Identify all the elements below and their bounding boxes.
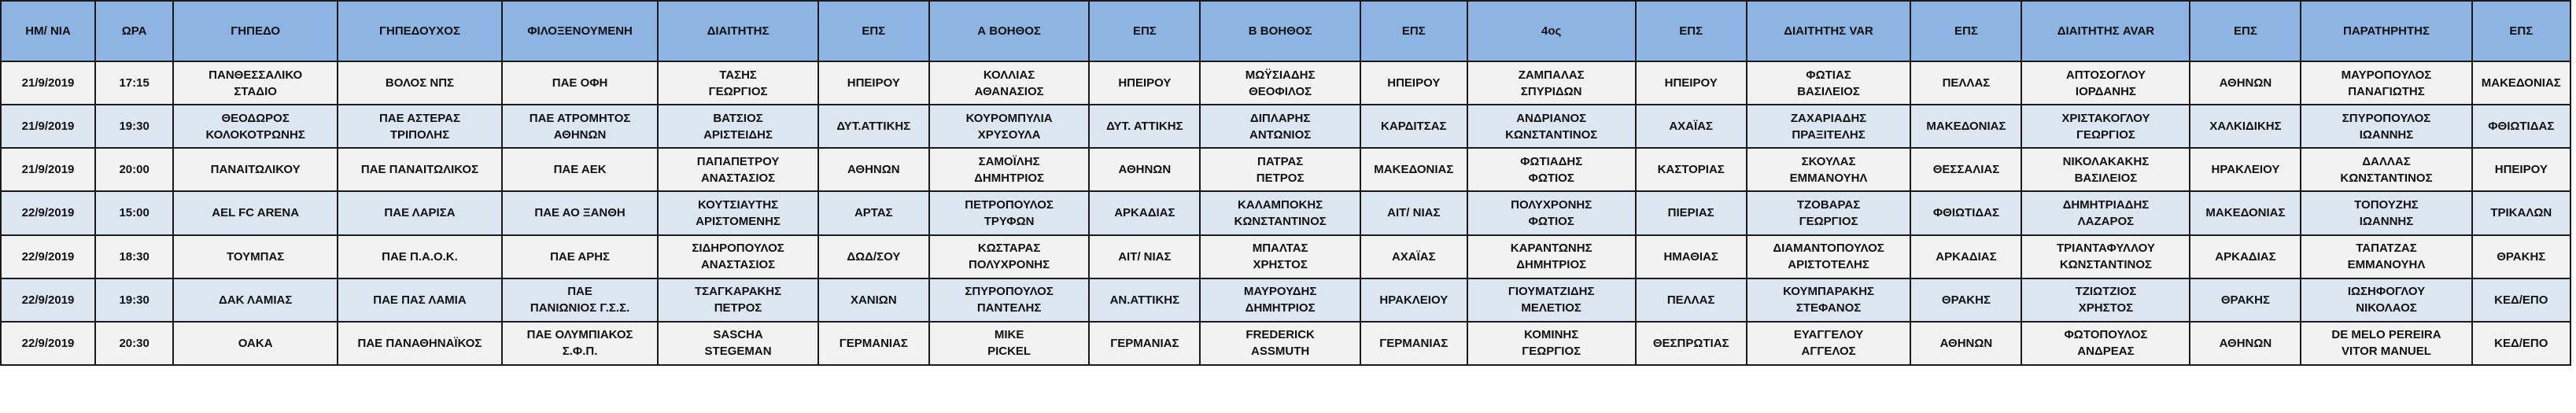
table-body	[1, 61, 2570, 365]
table-row	[1, 148, 2570, 191]
table-cell[interactable]: ΜΑΚΕΔΟΝΙΑΣ	[1360, 148, 1467, 191]
column-header: ΕΠΣ	[818, 1, 929, 61]
table-cell[interactable]: ΖΑΜΠΑΛΑΣ ΣΠΥΡΙΔΩΝ	[1467, 61, 1636, 105]
table-cell[interactable]: ΤΟΠΟΥΖΗΣ ΙΩΑΝΝΗΣ	[2301, 191, 2471, 234]
table-cell[interactable]: ΗΡΑΚΛΕΙΟΥ	[2190, 148, 2301, 191]
table-cell[interactable]: ΣΙΔΗΡΟΠΟΥΛΟΣ ΑΝΑΣΤΑΣΙΟΣ	[658, 235, 818, 278]
table-cell[interactable]: ΑΝ.ΑΤΤΙΚΗΣ	[1089, 278, 1200, 322]
table-cell[interactable]: ΦΩΤΙΑΔΗΣ ΦΩΤΙΟΣ	[1467, 148, 1636, 191]
table-cell[interactable]: ΚΟΜΙΝΗΣ ΓΕΩΡΓΙΟΣ	[1467, 322, 1636, 365]
table-cell[interactable]: ΠΕΤΡΟΠΟΥΛΟΣ ΤΡΥΦΩΝ	[929, 191, 1090, 234]
table-cell[interactable]: ΓΕΡΜΑΝΙΑΣ	[1089, 322, 1200, 365]
table-cell[interactable]: ΔΑΛΛΑΣ ΚΩΝΣΤΑΝΤΙΝΟΣ	[2301, 148, 2471, 191]
table-cell[interactable]: ΤΑΣΗΣ ΓΕΩΡΓΙΟΣ	[658, 61, 818, 105]
table-cell[interactable]: ΠΑΕ ΑΕΚ	[502, 148, 658, 191]
table-cell[interactable]: 21/9/2019	[1, 148, 95, 191]
table-cell[interactable]: ΑΙΤ/ ΝΙΑΣ	[1089, 235, 1200, 278]
table-cell[interactable]: ΠΑΕ ΑΟ ΞΑΝΘΗ	[502, 191, 658, 234]
table-header	[1, 1, 2570, 61]
table-cell[interactable]: ΑΡΤΑΣ	[818, 191, 929, 234]
table-cell[interactable]: ΑΘΗΝΩΝ	[818, 148, 929, 191]
table-cell[interactable]: ΤΣΑΓΚΑΡΑΚΗΣ ΠΕΤΡΟΣ	[658, 278, 818, 322]
table-cell[interactable]: MIKE PICKEL	[929, 322, 1090, 365]
table-cell[interactable]: ΜΠΑΛΤΑΣ ΧΡΗΣΤΟΣ	[1200, 235, 1360, 278]
table-cell[interactable]: 20:30	[95, 322, 173, 365]
table-cell[interactable]: ΠΑΕ ΑΡΗΣ	[502, 235, 658, 278]
table-cell[interactable]: 19:30	[95, 278, 173, 322]
table-cell[interactable]: ΔΙΑΜΑΝΤΟΠΟΥΛΟΣ ΑΡΙΣΤΟΤΕΛΗΣ	[1747, 235, 1911, 278]
table-cell[interactable]: ΠΑΕ ΠΑΝΙΩΝΙΟΣ Γ.Σ.Σ.	[502, 278, 658, 322]
header-row	[1, 1, 2570, 61]
table-cell[interactable]: ΗΠΕΙΡΟΥ	[1089, 61, 1200, 105]
column-header: ΕΠΣ	[1089, 1, 1200, 61]
table-cell[interactable]: DE MELO PEREIRA VITOR MANUEL	[2301, 322, 2471, 365]
table-cell[interactable]: SASCHA STEGEMAN	[658, 322, 818, 365]
table-cell[interactable]: ΚΑΡΑΝΤΩΝΗΣ ΔΗΜΗΤΡΙΟΣ	[1467, 235, 1636, 278]
table-cell[interactable]: ΠΑΝΘΕΣΣΑΛΙΚΟ ΣΤΑΔΙΟ	[173, 61, 338, 105]
table-cell[interactable]: 19:30	[95, 105, 173, 148]
table-cell[interactable]: ΑΡΚΑΔΙΑΣ	[1089, 191, 1200, 234]
table-row	[1, 235, 2570, 278]
table-cell[interactable]: ΑΧΑΪΑΣ	[1636, 105, 1747, 148]
table-cell[interactable]: ΚΟΥΜΠΑΡΑΚΗΣ ΣΤΕΦΑΝΟΣ	[1747, 278, 1911, 322]
table-cell[interactable]: ΦΩΤΟΠΟΥΛΟΣ ΑΝΔΡΕΑΣ	[2021, 322, 2190, 365]
column-header: ΔΙΑΙΤΗΤΗΣ	[658, 1, 818, 61]
table-cell[interactable]: ΠΑΠΑΠΕΤΡΟΥ ΑΝΑΣΤΑΣΙΟΣ	[658, 148, 818, 191]
table-row	[1, 278, 2570, 322]
column-header: ΕΠΣ	[2190, 1, 2301, 61]
table-row	[1, 191, 2570, 234]
table-cell[interactable]: 22/9/2019	[1, 191, 95, 234]
table-cell[interactable]: ΘΕΣΣΑΛΙΑΣ	[1910, 148, 2021, 191]
table-cell[interactable]: AEL FC ARENA	[173, 191, 338, 234]
table-cell[interactable]: 15:00	[95, 191, 173, 234]
table-cell[interactable]: ΔΥΤ.ΑΤΤΙΚΗΣ	[818, 105, 929, 148]
table-cell[interactable]: ΠΑΕ ΟΦΗ	[502, 61, 658, 105]
table-cell[interactable]: ΦΩΤΙΑΣ ΒΑΣΙΛΕΙΟΣ	[1747, 61, 1911, 105]
column-header: ΔΙΑΙΤΗΤΗΣ AVAR	[2021, 1, 2190, 61]
table-cell[interactable]: ΗΡΑΚΛΕΙΟΥ	[1360, 278, 1467, 322]
table-cell[interactable]: ΤΟΥΜΠΑΣ	[173, 235, 338, 278]
table-cell[interactable]: ΠΑΕ ΑΣΤΕΡΑΣ ΤΡΙΠΟΛΗΣ	[338, 105, 502, 148]
table-cell[interactable]: ΙΩΣΗΦΟΓΛΟΥ ΝΙΚΟΛΑΟΣ	[2301, 278, 2471, 322]
table-cell[interactable]: 22/9/2019	[1, 278, 95, 322]
column-header: ΕΠΣ	[1360, 1, 1467, 61]
table-cell[interactable]: ΤΡΙΚΑΛΩΝ	[2472, 191, 2570, 234]
table-cell[interactable]: ΑΡΚΑΔΙΑΣ	[2190, 235, 2301, 278]
column-header: ΓΗΠΕΔΟΥΧΟΣ	[338, 1, 502, 61]
table-cell[interactable]: ΘΡΑΚΗΣ	[2472, 235, 2570, 278]
column-header: ΦΙΛΟΞΕΝΟΥΜΕΝΗ	[502, 1, 658, 61]
table-cell[interactable]: ΟΑΚΑ	[173, 322, 338, 365]
table-cell[interactable]: ΤΖΙΩΤΖΙΟΣ ΧΡΗΣΤΟΣ	[2021, 278, 2190, 322]
table-cell[interactable]: ΜΑΥΡΟΠΟΥΛΟΣ ΠΑΝΑΓΙΩΤΗΣ	[2301, 61, 2471, 105]
table-cell[interactable]: ΓΕΡΜΑΝΙΑΣ	[818, 322, 929, 365]
table-cell[interactable]: ΠΑΤΡΑΣ ΠΕΤΡΟΣ	[1200, 148, 1360, 191]
table-cell[interactable]: ΣΑΜΟΪΛΗΣ ΔΗΜΗΤΡΙΟΣ	[929, 148, 1090, 191]
table-cell[interactable]: ΦΘΙΩΤΙΔΑΣ	[2472, 105, 2570, 148]
table-cell[interactable]: 20:00	[95, 148, 173, 191]
table-cell[interactable]: ΓΙΟΥΜΑΤΖΙΔΗΣ ΜΕΛΕΤΙΟΣ	[1467, 278, 1636, 322]
table-cell[interactable]: ΔΗΜΗΤΡΙΑΔΗΣ ΛΑΖΑΡΟΣ	[2021, 191, 2190, 234]
table-cell[interactable]: ΚΕΔ/ΕΠΟ	[2472, 322, 2570, 365]
table-cell[interactable]: ΜΑΚΕΔΟΝΙΑΣ	[2190, 191, 2301, 234]
table-cell[interactable]: ΠΑΕ Π.Α.Ο.Κ.	[338, 235, 502, 278]
column-header: ΕΠΣ	[1636, 1, 1747, 61]
table-cell[interactable]: ΔΑΚ ΛΑΜΙΑΣ	[173, 278, 338, 322]
column-header: 4ος	[1467, 1, 1636, 61]
table-cell[interactable]: ΠΑΕ ΑΤΡΟΜΗΤΟΣ ΑΘΗΝΩΝ	[502, 105, 658, 148]
table-cell[interactable]: ΤΡΙΑΝΤΑΦΥΛΛΟΥ ΚΩΝΣΤΑΝΤΙΝΟΣ	[2021, 235, 2190, 278]
table-cell[interactable]: 18:30	[95, 235, 173, 278]
table-cell[interactable]: ΤΑΠΑΤΖΑΣ ΕΜΜΑΝΟΥΗΛ	[2301, 235, 2471, 278]
table-cell[interactable]: ΓΕΡΜΑΝΙΑΣ	[1360, 322, 1467, 365]
table-cell[interactable]: ΜΑΚΕΔΟΝΙΑΣ	[1910, 105, 2021, 148]
table-cell[interactable]: ΒΟΛΟΣ ΝΠΣ	[338, 61, 502, 105]
column-header: ΕΠΣ	[1910, 1, 2021, 61]
table-cell[interactable]: ΑΘΗΝΩΝ	[1089, 148, 1200, 191]
table-cell[interactable]: ΑΘΗΝΩΝ	[2190, 61, 2301, 105]
column-header: Β ΒΟΗΘΟΣ	[1200, 1, 1360, 61]
table-cell[interactable]: ΚΑΡΔΙΤΣΑΣ	[1360, 105, 1467, 148]
table-cell[interactable]: ΠΑΕ ΠΑΣ ΛΑΜΙΑ	[338, 278, 502, 322]
table-cell[interactable]: ΝΙΚΟΛΑΚΑΚΗΣ ΒΑΣΙΛΕΙΟΣ	[2021, 148, 2190, 191]
table-cell[interactable]: ΠΕΛΛΑΣ	[1636, 278, 1747, 322]
column-header: ΔΙΑΙΤΗΤΗΣ VAR	[1747, 1, 1911, 61]
table-cell[interactable]: ΔΙΠΛΑΡΗΣ ΑΝΤΩΝΙΟΣ	[1200, 105, 1360, 148]
table-cell[interactable]: ΘΡΑΚΗΣ	[1910, 278, 2021, 322]
table-cell[interactable]: ΚΟΛΛΙΑΣ ΑΘΑΝΑΣΙΟΣ	[929, 61, 1090, 105]
table-cell[interactable]: ΚΩΣΤΑΡΑΣ ΠΟΛΥΧΡΟΝΗΣ	[929, 235, 1090, 278]
table-cell[interactable]: ΜΩΫΣΙΑΔΗΣ ΘΕΟΦΙΛΟΣ	[1200, 61, 1360, 105]
table-cell[interactable]: ΑΝΔΡΙΑΝΟΣ ΚΩΝΣΤΑΝΤΙΝΟΣ	[1467, 105, 1636, 148]
table-cell[interactable]: ΘΕΟΔΩΡΟΣ ΚΟΛΟΚΟΤΡΩΝΗΣ	[173, 105, 338, 148]
table-cell[interactable]: 17:15	[95, 61, 173, 105]
table-cell[interactable]: ΠΑΝΑΙΤΩΛΙΚΟΥ	[173, 148, 338, 191]
table-cell[interactable]: ΜΑΚΕΔΟΝΙΑΣ	[2472, 61, 2570, 105]
table-cell[interactable]: ΚΕΔ/ΕΠΟ	[2472, 278, 2570, 322]
table-cell[interactable]: ΠΑΕ ΛΑΡΙΣΑ	[338, 191, 502, 234]
table-cell[interactable]: ΜΑΥΡΟΥΔΗΣ ΔΗΜΗΤΡΙΟΣ	[1200, 278, 1360, 322]
table-cell[interactable]: ΗΠΕΙΡΟΥ	[818, 61, 929, 105]
table-cell[interactable]: ΠΙΕΡΙΑΣ	[1636, 191, 1747, 234]
table-cell[interactable]: ΠΟΛΥΧΡΟΝΗΣ ΦΩΤΙΟΣ	[1467, 191, 1636, 234]
table-cell[interactable]: ΑΙΤ/ ΝΙΑΣ	[1360, 191, 1467, 234]
table-cell[interactable]: 21/9/2019	[1, 105, 95, 148]
column-header: ΠΑΡΑΤΗΡΗΤΗΣ	[2301, 1, 2471, 61]
table-cell[interactable]: ΔΥΤ. ΑΤΤΙΚΗΣ	[1089, 105, 1200, 148]
table-cell[interactable]: ΣΠΥΡΟΠΟΥΛΟΣ ΙΩΑΝΝΗΣ	[2301, 105, 2471, 148]
table-cell[interactable]: ΑΧΑΪΑΣ	[1360, 235, 1467, 278]
table-cell[interactable]: ΦΘΙΩΤΙΔΑΣ	[1910, 191, 2021, 234]
table-cell[interactable]: ΤΖΟΒΑΡΑΣ ΓΕΩΡΓΙΟΣ	[1747, 191, 1911, 234]
table-cell[interactable]: 22/9/2019	[1, 235, 95, 278]
table-cell[interactable]: 22/9/2019	[1, 322, 95, 365]
table-cell[interactable]: ΗΠΕΙΡΟΥ	[1636, 61, 1747, 105]
table-cell[interactable]: ΒΑΤΣΙΟΣ ΑΡΙΣΤΕΙΔΗΣ	[658, 105, 818, 148]
table-row	[1, 322, 2570, 365]
table-cell[interactable]: ΣΚΟΥΛΑΣ ΕΜΜΑΝΟΥΗΛ	[1747, 148, 1911, 191]
table-cell[interactable]: ΚΟΥΡΟΜΠΥΛΙΑ ΧΡΥΣΟΥΛΑ	[929, 105, 1090, 148]
table-cell[interactable]: ΑΘΗΝΩΝ	[1910, 322, 2021, 365]
column-header: ΕΠΣ	[2472, 1, 2570, 61]
table-cell[interactable]: ΘΡΑΚΗΣ	[2190, 278, 2301, 322]
column-header: Α ΒΟΗΘΟΣ	[929, 1, 1090, 61]
table-cell[interactable]: ΑΠΤΟΣΟΓΛΟΥ ΙΟΡΔΑΝΗΣ	[2021, 61, 2190, 105]
table-cell[interactable]: 21/9/2019	[1, 61, 95, 105]
column-header: ΓΗΠΕΔΟ	[173, 1, 338, 61]
table-cell[interactable]: ΧΡΙΣΤΑΚΟΓΛΟΥ ΓΕΩΡΓΙΟΣ	[2021, 105, 2190, 148]
table-cell[interactable]: ΘΕΣΠΡΩΤΙΑΣ	[1636, 322, 1747, 365]
table-cell[interactable]: ΔΩΔ/ΣΟΥ	[818, 235, 929, 278]
table-cell[interactable]: ΠΑΕ ΠΑΝΑΙΤΩΛΙΚΟΣ	[338, 148, 502, 191]
table-cell[interactable]: ΗΠΕΙΡΟΥ	[1360, 61, 1467, 105]
table-row	[1, 105, 2570, 148]
table-cell[interactable]: ΗΜΑΘΙΑΣ	[1636, 235, 1747, 278]
table-cell[interactable]: ΠΑΕ ΠΑΝΑΘΗΝΑΪΚΟΣ	[338, 322, 502, 365]
table-cell[interactable]: ΣΠΥΡΟΠΟΥΛΟΣ ΠΑΝΤΕΛΗΣ	[929, 278, 1090, 322]
table-cell[interactable]: ΧΑΝΙΩΝ	[818, 278, 929, 322]
table-cell[interactable]: ΑΡΚΑΔΙΑΣ	[1910, 235, 2021, 278]
column-header: ΗΜ/ ΝΙΑ	[1, 1, 95, 61]
table-cell[interactable]: ΠΕΛΛΑΣ	[1910, 61, 2021, 105]
column-header: ΩΡΑ	[95, 1, 173, 61]
table-cell[interactable]: ΗΠΕΙΡΟΥ	[2472, 148, 2570, 191]
table-cell[interactable]: ΚΟΥΤΣΙΑΥΤΗΣ ΑΡΙΣΤΟΜΕΝΗΣ	[658, 191, 818, 234]
table-cell[interactable]: ΚΑΣΤΟΡΙΑΣ	[1636, 148, 1747, 191]
table-cell[interactable]: ΠΑΕ ΟΛΥΜΠΙΑΚΟΣ Σ.Φ.Π.	[502, 322, 658, 365]
table-cell[interactable]: ΕΥΑΓΓΕΛΟΥ ΑΓΓΕΛΟΣ	[1747, 322, 1911, 365]
table-cell[interactable]: ΧΑΛΚΙΔΙΚΗΣ	[2190, 105, 2301, 148]
table-cell[interactable]: FREDERICK ASSMUTH	[1200, 322, 1360, 365]
table-cell[interactable]: ΑΘΗΝΩΝ	[2190, 322, 2301, 365]
table-cell[interactable]: ΖΑΧΑΡΙΑΔΗΣ ΠΡΑΞΙΤΕΛΗΣ	[1747, 105, 1911, 148]
table-cell[interactable]: ΚΑΛΑΜΠΟΚΗΣ ΚΩΝΣΤΑΝΤΙΝΟΣ	[1200, 191, 1360, 234]
table-row	[1, 61, 2570, 105]
